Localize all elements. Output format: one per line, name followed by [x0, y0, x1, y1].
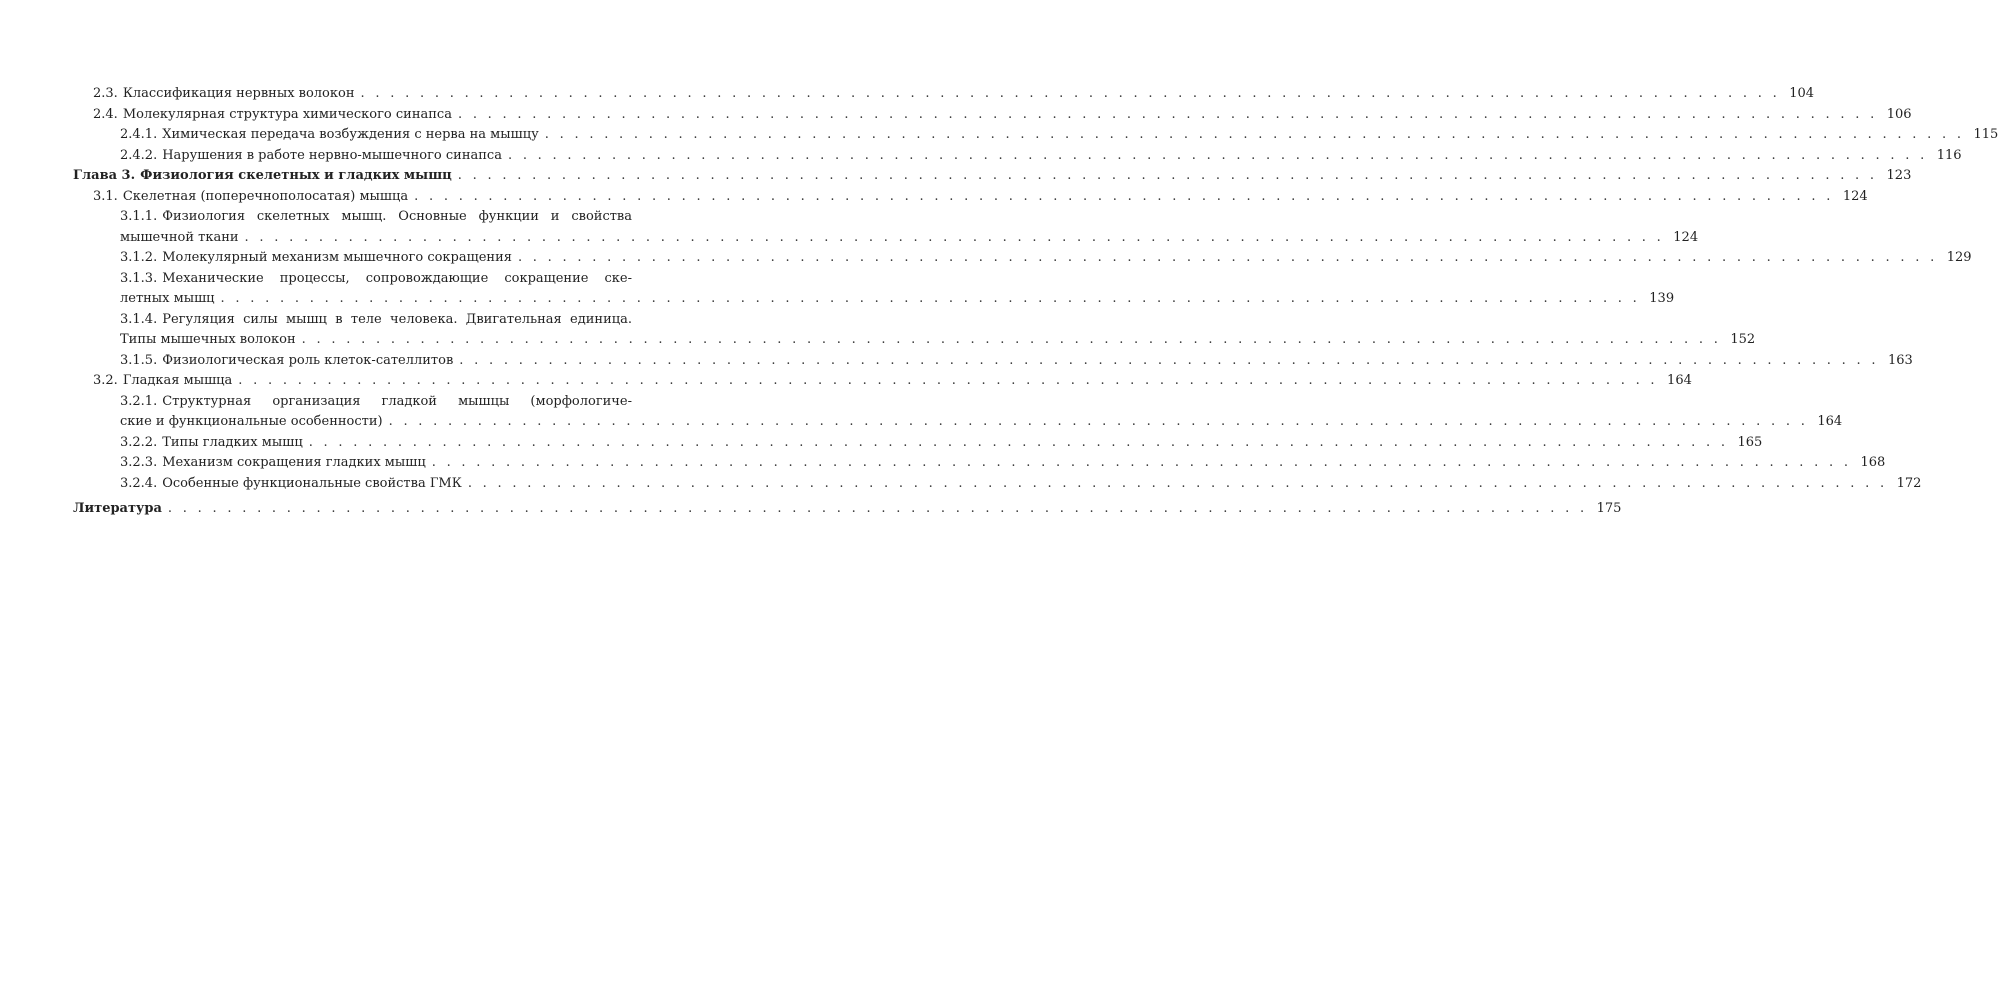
dot-leader: . . . . . . . . . . . . . . . . . . . . . . . . . . . . . . . . . . . . . . . . . . . . . . . . . . . . . . . . . . . . . . . . . . . . . . . . . . . . . . . . . . . . . . . . . . . . . . . .: [544, 127, 1965, 142]
section-number: 3.1.3.: [120, 270, 158, 286]
dot-leader: . . . . . . . . . . . . . . . . . . . . . . . . . . . . . . . . . . . . . . . . . . . . . . . . . . . . . . . . . . . . . . . . . . . . . . . . . . . . . . . . . . . . . . . . . . . . . . . .: [414, 188, 1834, 204]
dot-leader: . . . . . . . . . . . . . . . . . . . . . . . . . . . . . . . . . . . . . . . . . . . . . . . . . . . . . . . . . . . . . . . . . . . . . . . . . . . . . . . . . . . . . . . . . . . . . . . .: [457, 168, 1878, 183]
table-of-contents: [0, 84, 1998, 520]
page-number: 165: [1737, 434, 1763, 450]
toc-entry-chapter-3[interactable]: [0, 166, 1912, 187]
section-number: 3.2.4.: [120, 475, 158, 491]
dot-leader: . . . . . . . . . . . . . . . . . . . . . . . . . . . . . . . . . . . . . . . . . . . . . . . . . . . . . . . . . . . . . . . . . . . . . . . . . . . . . . . . . . . . . . . . . . . . . . . .: [388, 414, 1809, 429]
page-number: 124: [1842, 188, 1868, 204]
section-title: Скелетная (поперечнополосатая) мышца: [122, 188, 409, 204]
section-title-line1: Механические процессы, сопровождающие сокращение ске-: [162, 270, 632, 286]
page-number: 106: [1886, 106, 1912, 122]
dot-leader: . . . . . . . . . . . . . . . . . . . . . . . . . . . . . . . . . . . . . . . . . . . . . . . . . . . . . . . . . . . . . . . . . . . . . . . . . . . . . . . . . . . . . . . . . . . . . . . .: [238, 373, 1658, 388]
section-title: Нарушения в работе нервно-мышечного синапса: [162, 147, 502, 163]
dot-leader: . . . . . . . . . . . . . . . . . . . . . . . . . . . . . . . . . . . . . . . . . . . . . . . . . . . . . . . . . . . . . . . . . . . . . . . . . . . . . . . . . . . . . . . . . . . . . . . .: [308, 434, 1729, 450]
toc-entry-3-1-2[interactable]: [0, 248, 1972, 269]
section-title: Особенные функциональные свойства ГМК: [162, 475, 462, 491]
dot-leader: . . . . . . . . . . . . . . . . . . . . . . . . . . . . . . . . . . . . . . . . . . . . . . . . . . . . . . . . . . . . . . . . . . . . . . . . . . . . . . . . . . . . . . . . . . . . . . . .: [459, 352, 1879, 368]
dot-leader: . . . . . . . . . . . . . . . . . . . . . . . . . . . . . . . . . . . . . . . . . . . . . . . . . . . . . . . . . . . . . . . . . . . . . . . . . . . . . . . . . . . . . . . . . . . . . . . .: [244, 229, 1665, 245]
chapter-number: Глава 3.: [73, 168, 136, 183]
toc-entry-3-1-1[interactable]: [0, 207, 1699, 248]
dot-leader: . . . . . . . . . . . . . . . . . . . . . . . . . . . . . . . . . . . . . . . . . . . . . . . . . . . . . . . . . . . . . . . . . . . . . . . . . . . . . . . . . . . . . . . . . . . . . . . .: [360, 86, 1781, 101]
section-number: 3.1.: [93, 188, 118, 204]
dot-leader: . . . . . . . . . . . . . . . . . . . . . . . . . . . . . . . . . . . . . . . . . . . . . . . . . . . . . . . . . . . . . . . . . . . . . . . . . . . . . . . . . . . . . . . . . . . . . . . .: [431, 455, 1852, 470]
page-number: 129: [1946, 250, 1972, 265]
toc-entry-2-3[interactable]: [0, 84, 1815, 105]
section-title: Механизм сокращения гладких мышц: [162, 455, 426, 470]
page-number: 168: [1860, 455, 1886, 470]
section-title-line2: ские и функциональные особенности): [120, 414, 383, 429]
references-title: Литература: [73, 501, 162, 516]
section-number: 3.1.4.: [120, 311, 158, 327]
section-title: Типы гладких мышц: [162, 434, 303, 450]
section-title-line2: Типы мышечных волокон: [120, 332, 296, 347]
page-number: 152: [1730, 332, 1756, 347]
section-title: Классификация нервных волокон: [122, 86, 355, 101]
section-number: 2.3.: [93, 86, 118, 101]
toc-entry-2-4-1[interactable]: [0, 125, 1998, 146]
dot-leader: . . . . . . . . . . . . . . . . . . . . . . . . . . . . . . . . . . . . . . . . . . . . . . . . . . . . . . . . . . . . . . . . . . . . . . . . . . . . . . . . . . . . . . . . . . . . . . . .: [167, 501, 1588, 516]
section-title: Гладкая мышца: [122, 373, 233, 388]
toc-entry-3-2-3[interactable]: [0, 453, 1886, 474]
toc-entry-3-2-1[interactable]: [0, 392, 1843, 433]
section-title-line1: Физиология скелетных мышц. Основные функции и свойства: [162, 209, 632, 224]
toc-entry-3-2-2[interactable]: [0, 433, 1763, 454]
dot-leader: . . . . . . . . . . . . . . . . . . . . . . . . . . . . . . . . . . . . . . . . . . . . . . . . . . . . . . . . . . . . . . . . . . . . . . . . . . . . . . . . . . . . . . . . . . . . . . . .: [220, 291, 1641, 306]
toc-entry-3-1-5[interactable]: [0, 351, 1913, 372]
page-number: 164: [1817, 414, 1843, 429]
section-title: Химическая передача возбуждения с нерва на мышцу: [162, 127, 539, 142]
section-title-line1: Структурная организация гладкой мышцы (морфологиче-: [162, 393, 632, 409]
toc-entry-3-2-4[interactable]: [0, 474, 1922, 495]
page-number: 164: [1667, 373, 1692, 388]
section-title: Физиологическая роль клеток-сателлитов: [162, 352, 454, 368]
page-number: 124: [1673, 229, 1699, 245]
section-number: 3.1.1.: [120, 209, 158, 224]
section-number: 2.4.1.: [120, 127, 158, 142]
section-number: 3.2.2.: [120, 434, 158, 450]
page-number: 115: [1973, 127, 1998, 142]
toc-entry-2-4-2[interactable]: [0, 146, 1962, 167]
dot-leader: . . . . . . . . . . . . . . . . . . . . . . . . . . . . . . . . . . . . . . . . . . . . . . . . . . . . . . . . . . . . . . . . . . . . . . . . . . . . . . . . . . . . . . . . . . . . . . . .: [467, 475, 1888, 491]
dot-leader: . . . . . . . . . . . . . . . . . . . . . . . . . . . . . . . . . . . . . . . . . . . . . . . . . . . . . . . . . . . . . . . . . . . . . . . . . . . . . . . . . . . . . . . . . . . . . . . .: [517, 250, 1938, 265]
section-title: Молекулярный механизм мышечного сокращения: [162, 250, 512, 265]
toc-entry-3-1[interactable]: [0, 187, 1868, 208]
section-number: 3.2.3.: [120, 455, 158, 470]
page-number: 139: [1649, 291, 1675, 306]
section-number: 3.1.2.: [120, 250, 158, 265]
toc-entry-2-4[interactable]: [0, 105, 1912, 126]
chapter-title: Физиология скелетных и гладких мышц: [140, 168, 452, 183]
toc-entry-3-2[interactable]: [0, 371, 1692, 392]
toc-entry-references[interactable]: [0, 499, 1622, 520]
section-number: 2.4.2.: [120, 147, 158, 163]
page-number: 104: [1789, 86, 1815, 101]
section-title-line2: летных мышц: [120, 291, 215, 306]
toc-entry-3-1-4[interactable]: [0, 310, 1756, 351]
section-number: 3.2.: [93, 373, 118, 388]
section-title-line2: мышечной ткани: [120, 229, 239, 245]
page-number: 175: [1596, 501, 1622, 516]
section-number: 3.1.5.: [120, 352, 158, 368]
page-number: 172: [1896, 475, 1922, 491]
toc-entry-3-1-3[interactable]: [0, 269, 1675, 310]
page-number: 163: [1888, 352, 1913, 368]
section-number: 2.4.: [93, 106, 118, 122]
section-title: Молекулярная структура химического синапса: [122, 106, 452, 122]
dot-leader: . . . . . . . . . . . . . . . . . . . . . . . . . . . . . . . . . . . . . . . . . . . . . . . . . . . . . . . . . . . . . . . . . . . . . . . . . . . . . . . . . . . . . . . . . . . . . . . .: [457, 106, 1878, 122]
page-number: 116: [1936, 147, 1962, 163]
section-number: 3.2.1.: [120, 393, 158, 409]
page-number: 123: [1886, 168, 1912, 183]
section-title-line1: Регуляция силы мышц в теле человека. Двигательная единица.: [162, 311, 632, 327]
dot-leader: . . . . . . . . . . . . . . . . . . . . . . . . . . . . . . . . . . . . . . . . . . . . . . . . . . . . . . . . . . . . . . . . . . . . . . . . . . . . . . . . . . . . . . . . . . . . . . . .: [507, 147, 1928, 163]
dot-leader: . . . . . . . . . . . . . . . . . . . . . . . . . . . . . . . . . . . . . . . . . . . . . . . . . . . . . . . . . . . . . . . . . . . . . . . . . . . . . . . . . . . . . . . . . . . . . . . .: [301, 332, 1722, 347]
